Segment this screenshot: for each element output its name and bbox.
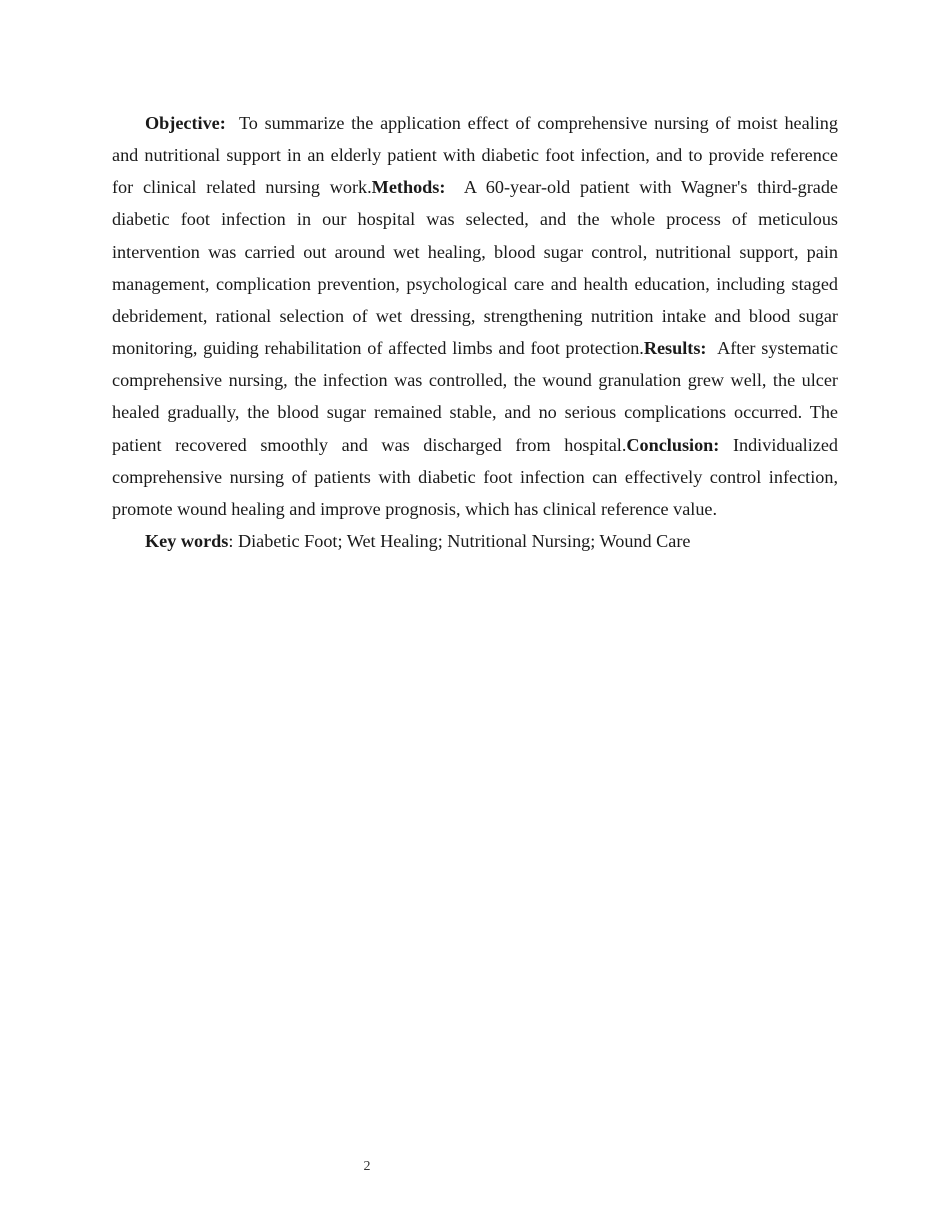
abstract-paragraph <box>112 107 838 525</box>
keywords-label: Key words <box>145 531 229 552</box>
conclusion-text: Individualized comprehensive nursing of patients with diabetic foot infection can effectively control infection, promote wound healing and improve prognosis, which has clinical reference value. <box>112 434 838 519</box>
results-label: Results: <box>643 338 707 359</box>
objective-label: Objective: <box>145 113 226 133</box>
methods-label: Methods: <box>371 177 446 198</box>
abstract-section <box>112 107 838 557</box>
keywords-text: : Diabetic Foot; Wet Healing; Nutritional Nursing; Wound Care <box>228 531 691 552</box>
objective-text: To summarize the application effect of comprehensive nursing of moist healing and nutritional support in an elderly patient with diabetic foot infection, and to provide reference for clinical related nursing work. <box>112 113 838 198</box>
results-text: After systematic comprehensive nursing, the infection was controlled, the wound granulation grew well, the ulcer healed gradually, the blood sugar remained stable, and no serious complications occurred. The patient recovered smoothly and was discharged from hospital. <box>112 338 839 455</box>
conclusion-label: Conclusion: <box>626 434 720 455</box>
keywords-line <box>112 525 838 557</box>
page-number: 2 <box>363 1159 371 1174</box>
methods-text: A 60-year-old patient with Wagner's third-grade diabetic foot infection in our hospital was selected, and the whole process of meticulous intervention was carried out around wet healing, blood sugar control, nutritional support, pain management, complication prevention, psychological care and health education, including staged debridement, rational selection of wet dressing, strengthening nutrition intake and blood sugar monitoring, guiding rehabilitation of affected limbs and foot protection. <box>112 177 838 359</box>
